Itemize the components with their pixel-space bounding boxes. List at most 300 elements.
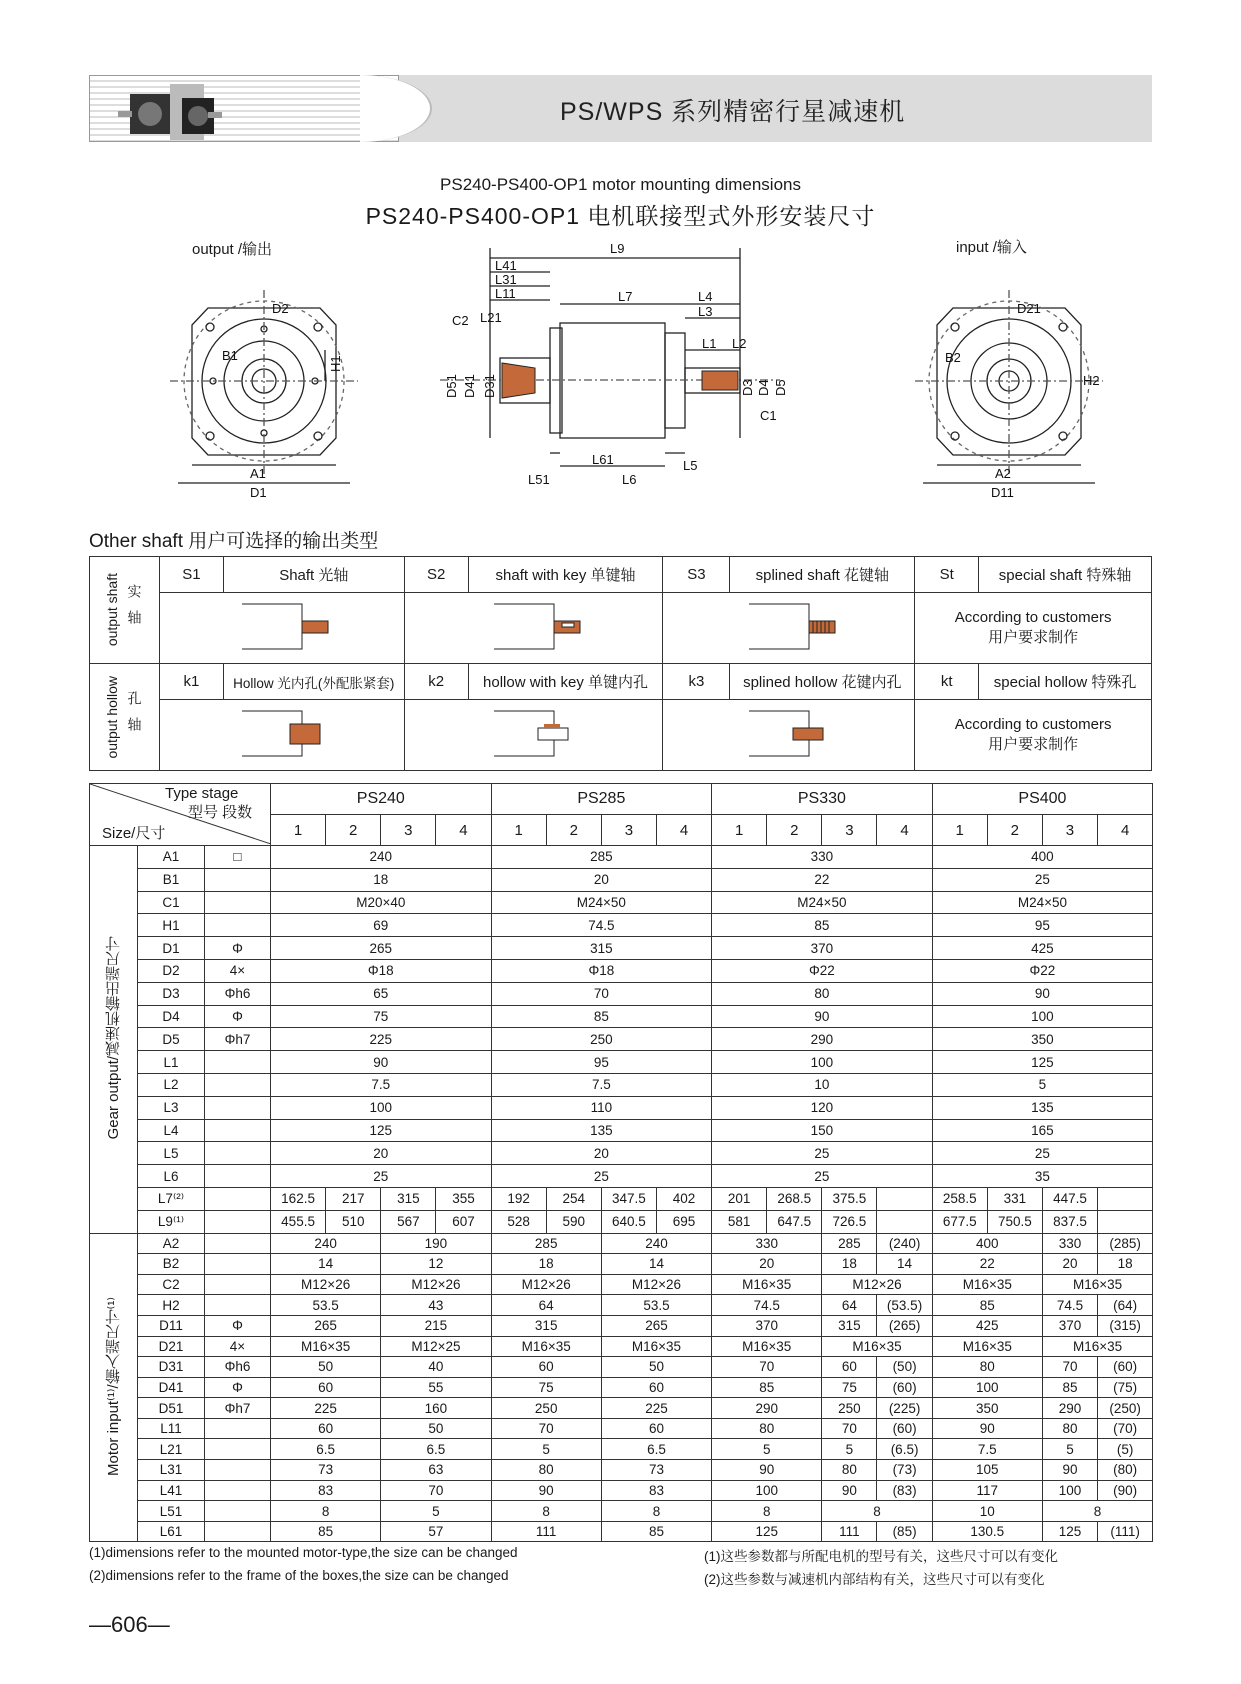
value-cell: (285) xyxy=(1098,1233,1153,1254)
value-cell: 69 xyxy=(271,914,492,937)
option-label: special shaft 特殊轴 xyxy=(979,557,1152,593)
stage-header: 2 xyxy=(767,815,822,846)
value-cell: M12×26 xyxy=(601,1274,711,1295)
dim-C1: C1 xyxy=(760,408,777,423)
dim-D4: D4 xyxy=(756,379,771,396)
value-cell: 111 xyxy=(491,1521,601,1542)
value-cell: 400 xyxy=(932,846,1153,869)
dim-B2: B2 xyxy=(945,350,961,365)
value-cell: 215 xyxy=(381,1315,491,1336)
dim-D3: D3 xyxy=(740,379,755,396)
value-cell: 192 xyxy=(491,1187,546,1210)
param-symbol xyxy=(205,1418,271,1439)
model-header: PS285 xyxy=(491,784,712,815)
input-label: input /输入 xyxy=(956,239,1027,256)
output_rows-row xyxy=(90,1028,1153,1051)
output_rows-row xyxy=(90,1073,1153,1096)
model-header: PS400 xyxy=(932,784,1153,815)
value-cell: 25 xyxy=(712,1165,933,1188)
motor_rows-row xyxy=(90,1439,1153,1460)
param-symbol xyxy=(205,1187,271,1210)
output_rows-row xyxy=(90,982,1153,1005)
value-cell: M16×35 xyxy=(932,1336,1042,1357)
param-name: D41 xyxy=(138,1377,205,1398)
param-name: C1 xyxy=(138,891,205,914)
param-symbol xyxy=(205,1233,271,1254)
dim-L1: L1 xyxy=(702,336,717,351)
dim-D11: D11 xyxy=(991,485,1014,500)
value-cell: 75 xyxy=(271,1005,492,1028)
option-label: splined shaft 花键轴 xyxy=(730,557,915,593)
value-cell: 65 xyxy=(271,982,492,1005)
param-name: A1 xyxy=(138,846,205,869)
value-cell xyxy=(877,1210,932,1233)
value-cell: 162.5 xyxy=(271,1187,326,1210)
dim-D5: D5 xyxy=(773,379,788,396)
value-cell: 581 xyxy=(712,1210,767,1233)
value-cell: 695 xyxy=(656,1210,711,1233)
product-photo xyxy=(89,75,399,142)
option-label: Hollow 光内孔(外配胀紧套) xyxy=(223,664,404,700)
custom-note-cn: 用户要求制作 xyxy=(988,736,1079,753)
value-cell: Φ22 xyxy=(932,959,1153,982)
option-code: kt xyxy=(915,664,979,700)
dim-L41: L41 xyxy=(495,258,517,273)
param-name: D31 xyxy=(138,1357,205,1378)
value-cell: 285 xyxy=(491,846,712,869)
value-cell: M12×26 xyxy=(271,1274,381,1295)
footnote-en-2: (2)dimensions refer to the frame of the boxes,the size can be changed xyxy=(89,1568,509,1583)
dim-C2: C2 xyxy=(452,313,469,328)
value-cell: 85 xyxy=(712,914,933,937)
value-cell: 726.5 xyxy=(822,1210,877,1233)
param-name: L3 xyxy=(138,1096,205,1119)
value-cell: Φ18 xyxy=(491,959,712,982)
value-cell: 85 xyxy=(601,1521,711,1542)
value-cell: M24×50 xyxy=(932,891,1153,914)
dim-A2: A2 xyxy=(995,466,1011,481)
value-cell: 750.5 xyxy=(987,1210,1042,1233)
shaft-drawing-s3 xyxy=(663,593,915,664)
param-name: D11 xyxy=(138,1315,205,1336)
value-cell: 125 xyxy=(932,1051,1153,1074)
dim-L4: L4 xyxy=(698,289,713,304)
value-cell: 5 xyxy=(491,1439,601,1460)
footnote-cn-2: (2)这些参数与减速机内部结构有关，这些尺寸可以有变化 xyxy=(704,1572,1045,1587)
output-flange-diagram xyxy=(170,290,370,510)
value-cell xyxy=(1098,1210,1153,1233)
value-cell: M16×35 xyxy=(822,1336,932,1357)
value-cell: 285 xyxy=(491,1233,601,1254)
value-cell: 60 xyxy=(491,1357,601,1378)
param-symbol xyxy=(205,1501,271,1522)
option-code: k1 xyxy=(159,664,223,700)
value-cell: 370 xyxy=(712,1315,822,1336)
value-cell: 400 xyxy=(932,1233,1042,1254)
value-cell: 5 xyxy=(932,1073,1153,1096)
value-cell: 330 xyxy=(712,1233,822,1254)
param-symbol: □ xyxy=(205,846,271,869)
dim-L51: L51 xyxy=(528,472,550,487)
option-label: Shaft 光轴 xyxy=(223,557,404,593)
value-cell: 8 xyxy=(601,1501,711,1522)
option-label: special hollow 特殊孔 xyxy=(979,664,1152,700)
value-cell: 402 xyxy=(656,1187,711,1210)
value-cell: 254 xyxy=(546,1187,601,1210)
side-label-en: output hollow xyxy=(104,675,121,759)
option-code: S1 xyxy=(159,557,223,593)
value-cell: M16×35 xyxy=(1042,1336,1152,1357)
value-cell: (70) xyxy=(1098,1418,1153,1439)
value-cell: 7.5 xyxy=(271,1073,492,1096)
gear-output-group-text: Gear output/减速机输出端尺寸 xyxy=(105,936,122,1140)
value-cell: 14 xyxy=(271,1254,381,1275)
dim-L61: L61 xyxy=(592,452,614,467)
value-cell: 60 xyxy=(601,1418,711,1439)
value-cell: 5 xyxy=(712,1439,822,1460)
value-cell: 225 xyxy=(271,1398,381,1419)
value-cell: 265 xyxy=(271,937,492,960)
value-cell: (111) xyxy=(1098,1521,1153,1542)
param-name: C2 xyxy=(138,1274,205,1295)
value-cell: 74.5 xyxy=(712,1295,822,1316)
param-name: D5 xyxy=(138,1028,205,1051)
side-label-cn: 孔轴 xyxy=(126,690,143,743)
value-cell: Φ22 xyxy=(712,959,933,982)
custom-note-cn: 用户要求制作 xyxy=(988,629,1079,646)
value-cell: 240 xyxy=(271,1233,381,1254)
value-cell: 25 xyxy=(271,1165,492,1188)
option-code: k3 xyxy=(663,664,730,700)
param-symbol: Φ xyxy=(205,1315,271,1336)
value-cell: 100 xyxy=(1042,1480,1097,1501)
value-cell: 90 xyxy=(822,1480,877,1501)
motor-input-group-label xyxy=(90,1233,138,1542)
value-cell: 95 xyxy=(491,1051,712,1074)
value-cell: 135 xyxy=(491,1119,712,1142)
param-name: H1 xyxy=(138,914,205,937)
value-cell: 8 xyxy=(271,1501,381,1522)
value-cell: (90) xyxy=(1098,1480,1153,1501)
value-cell: 50 xyxy=(381,1418,491,1439)
param-name: L4 xyxy=(138,1119,205,1142)
param-symbol xyxy=(205,1460,271,1481)
custom-note-en: According to customers xyxy=(954,609,1112,626)
stage-header: 4 xyxy=(877,815,932,846)
option-code: k2 xyxy=(404,664,468,700)
param-name: D2 xyxy=(138,959,205,982)
motor_rows-row xyxy=(90,1336,1153,1357)
custom-note xyxy=(915,700,1152,771)
value-cell: 55 xyxy=(381,1377,491,1398)
motor_rows-row xyxy=(90,1357,1153,1378)
shaft-drawing-s1 xyxy=(159,593,404,664)
title-cn: PS240-PS400-OP1 电机联接型式外形安装尺寸 xyxy=(365,203,876,229)
value-cell: 250 xyxy=(822,1398,877,1419)
motor_rows-row xyxy=(90,1480,1153,1501)
custom-note xyxy=(915,593,1152,664)
value-cell: (60) xyxy=(877,1418,932,1439)
dim-D21: D21 xyxy=(1017,301,1041,316)
option-label: shaft with key 单键轴 xyxy=(468,557,663,593)
param-name: D21 xyxy=(138,1336,205,1357)
value-cell: 290 xyxy=(712,1398,822,1419)
dim-A1: A1 xyxy=(250,466,266,481)
stage-header: 1 xyxy=(271,815,326,846)
dim-B1: B1 xyxy=(222,348,238,363)
value-cell: 100 xyxy=(932,1377,1042,1398)
param-name: L1 xyxy=(138,1051,205,1074)
param-symbol: Φ xyxy=(205,1377,271,1398)
output-label: output /输出 xyxy=(192,241,273,258)
param-symbol xyxy=(205,1295,271,1316)
option-code: S2 xyxy=(404,557,468,593)
value-cell: 375.5 xyxy=(822,1187,877,1210)
param-symbol xyxy=(205,891,271,914)
value-cell: M12×26 xyxy=(822,1274,932,1295)
value-cell: 70 xyxy=(491,982,712,1005)
output_rows-row xyxy=(90,1187,1153,1210)
value-cell: (5) xyxy=(1098,1439,1153,1460)
value-cell: 64 xyxy=(822,1295,877,1316)
value-cell: 10 xyxy=(932,1501,1042,1522)
value-cell: 83 xyxy=(271,1480,381,1501)
value-cell: 265 xyxy=(601,1315,711,1336)
value-cell: (85) xyxy=(877,1521,932,1542)
value-cell: (64) xyxy=(1098,1295,1153,1316)
value-cell: 100 xyxy=(932,1005,1153,1028)
option-code: S3 xyxy=(663,557,730,593)
param-symbol xyxy=(205,1274,271,1295)
dim-L11: L11 xyxy=(495,286,516,301)
dim-H2: H2 xyxy=(1083,373,1100,388)
param-symbol: Φ xyxy=(205,1005,271,1028)
motor_rows-row xyxy=(90,1233,1153,1254)
value-cell: 43 xyxy=(381,1295,491,1316)
value-cell: 425 xyxy=(932,1315,1042,1336)
value-cell: 8 xyxy=(491,1501,601,1522)
value-cell: 95 xyxy=(932,914,1153,937)
value-cell: 268.5 xyxy=(767,1187,822,1210)
value-cell: 125 xyxy=(271,1119,492,1142)
value-cell: 7.5 xyxy=(491,1073,712,1096)
param-symbol: 4× xyxy=(205,959,271,982)
dimensions-table xyxy=(89,783,1153,1542)
dim-L7: L7 xyxy=(618,289,633,304)
param-symbol: Φh6 xyxy=(205,1357,271,1378)
param-symbol: Φh6 xyxy=(205,982,271,1005)
output_rows-row xyxy=(90,914,1153,937)
param-symbol xyxy=(205,1051,271,1074)
value-cell: (80) xyxy=(1098,1460,1153,1481)
value-cell: 50 xyxy=(271,1357,381,1378)
motor_rows-row xyxy=(90,1315,1153,1336)
stage-header: 4 xyxy=(656,815,711,846)
value-cell: (315) xyxy=(1098,1315,1153,1336)
param-symbol xyxy=(205,1073,271,1096)
value-cell: 18 xyxy=(822,1254,877,1275)
dim-L3: L3 xyxy=(698,304,713,319)
value-cell: 100 xyxy=(271,1096,492,1119)
output_rows-row xyxy=(90,1096,1153,1119)
side-label-cn: 实轴 xyxy=(126,583,143,636)
value-cell: 190 xyxy=(381,1233,491,1254)
value-cell: M12×25 xyxy=(381,1336,491,1357)
param-name: B1 xyxy=(138,868,205,891)
value-cell: 25 xyxy=(932,1142,1153,1165)
value-cell: 447.5 xyxy=(1042,1187,1097,1210)
stage-header: 4 xyxy=(1098,815,1153,846)
value-cell: 5 xyxy=(1042,1439,1097,1460)
value-cell: 80 xyxy=(491,1460,601,1481)
value-cell: 63 xyxy=(381,1460,491,1481)
motor_rows-row xyxy=(90,1521,1153,1542)
param-symbol xyxy=(205,914,271,937)
value-cell: 225 xyxy=(271,1028,492,1051)
stage-header: 4 xyxy=(436,815,491,846)
dim-L9: L9 xyxy=(610,241,625,256)
value-cell: 18 xyxy=(1098,1254,1153,1275)
value-cell: 370 xyxy=(712,937,933,960)
value-cell: (50) xyxy=(877,1357,932,1378)
value-cell: 125 xyxy=(1042,1521,1097,1542)
output_rows-row xyxy=(90,1210,1153,1233)
value-cell: 111 xyxy=(822,1521,877,1542)
value-cell: M24×50 xyxy=(712,891,933,914)
shaft-drawing-s2 xyxy=(404,593,663,664)
value-cell: 73 xyxy=(271,1460,381,1481)
hollow-drawing-k3 xyxy=(663,700,915,771)
value-cell: M16×35 xyxy=(271,1336,381,1357)
value-cell: 510 xyxy=(326,1210,381,1233)
param-symbol xyxy=(205,1480,271,1501)
stage-header: 3 xyxy=(381,815,436,846)
value-cell: 64 xyxy=(491,1295,601,1316)
value-cell xyxy=(877,1187,932,1210)
param-symbol xyxy=(205,1439,271,1460)
title-en: PS240-PS400-OP1 motor mounting dimensions xyxy=(440,175,801,194)
dim-L2: L2 xyxy=(732,336,747,351)
custom-note-en: According to customers xyxy=(954,716,1112,733)
shaft-options-table xyxy=(89,556,1152,771)
value-cell: 57 xyxy=(381,1521,491,1542)
motor_rows-row xyxy=(90,1501,1153,1522)
motor_rows-row xyxy=(90,1460,1153,1481)
value-cell: 105 xyxy=(932,1460,1042,1481)
value-cell: 74.5 xyxy=(491,914,712,937)
stage-header: 1 xyxy=(712,815,767,846)
value-cell xyxy=(1098,1187,1153,1210)
value-cell: 70 xyxy=(381,1480,491,1501)
value-cell: 80 xyxy=(932,1357,1042,1378)
output_rows-row xyxy=(90,1051,1153,1074)
value-cell: 18 xyxy=(271,868,492,891)
value-cell: (250) xyxy=(1098,1398,1153,1419)
param-symbol xyxy=(205,1142,271,1165)
model-header: PS240 xyxy=(271,784,492,815)
motor_rows-row xyxy=(90,1254,1153,1275)
value-cell: 567 xyxy=(381,1210,436,1233)
value-cell: (73) xyxy=(877,1460,932,1481)
param-symbol: Φ xyxy=(205,937,271,960)
dim-D2: D2 xyxy=(272,301,289,316)
value-cell: 290 xyxy=(712,1028,933,1051)
value-cell: (83) xyxy=(877,1480,932,1501)
motor_rows-row xyxy=(90,1398,1153,1419)
param-symbol xyxy=(205,1210,271,1233)
value-cell: 60 xyxy=(601,1377,711,1398)
value-cell: 6.5 xyxy=(601,1439,711,1460)
hollow-side-label xyxy=(90,664,160,771)
stage-header: 3 xyxy=(822,815,877,846)
value-cell: 590 xyxy=(546,1210,601,1233)
value-cell: 355 xyxy=(436,1187,491,1210)
value-cell: 7.5 xyxy=(932,1439,1042,1460)
value-cell: 8 xyxy=(1042,1501,1152,1522)
motor-input-group-text: Motor input⁽¹⁾/输入端尺寸⁽¹⁾ xyxy=(105,1296,122,1476)
value-cell: 70 xyxy=(822,1418,877,1439)
param-symbol: Φh7 xyxy=(205,1398,271,1419)
value-cell: (60) xyxy=(877,1377,932,1398)
gear-output-group-label xyxy=(90,846,138,1234)
dim-L21: L21 xyxy=(480,310,502,325)
value-cell: 258.5 xyxy=(932,1187,987,1210)
value-cell: 75 xyxy=(822,1377,877,1398)
value-cell: 315 xyxy=(381,1187,436,1210)
option-code: St xyxy=(915,557,979,593)
value-cell: 315 xyxy=(491,937,712,960)
value-cell: 640.5 xyxy=(601,1210,656,1233)
param-symbol xyxy=(205,1119,271,1142)
output_rows-row xyxy=(90,959,1153,982)
shaft-side-label xyxy=(90,557,160,664)
dim-D51: D51 xyxy=(444,374,459,398)
value-cell: 240 xyxy=(601,1233,711,1254)
output_rows-row xyxy=(90,1165,1153,1188)
param-name: B2 xyxy=(138,1254,205,1275)
value-cell: 350 xyxy=(932,1028,1153,1051)
value-cell: 315 xyxy=(822,1315,877,1336)
param-name: L61 xyxy=(138,1521,205,1542)
value-cell: 250 xyxy=(491,1028,712,1051)
value-cell: 90 xyxy=(932,1418,1042,1439)
input-flange-diagram xyxy=(915,290,1115,510)
output_rows-row xyxy=(90,1119,1153,1142)
value-cell: M12×26 xyxy=(491,1274,601,1295)
param-name: L5 xyxy=(138,1142,205,1165)
value-cell: 35 xyxy=(932,1165,1153,1188)
value-cell: 330 xyxy=(1042,1233,1097,1254)
value-cell: (6.5) xyxy=(877,1439,932,1460)
value-cell: 647.5 xyxy=(767,1210,822,1233)
value-cell: 80 xyxy=(822,1460,877,1481)
value-cell: 70 xyxy=(712,1357,822,1378)
value-cell: 120 xyxy=(712,1096,933,1119)
value-cell: 5 xyxy=(381,1501,491,1522)
param-name: L2 xyxy=(138,1073,205,1096)
value-cell: M16×35 xyxy=(932,1274,1042,1295)
gearbox-image-icon xyxy=(90,76,399,142)
param-name: L41 xyxy=(138,1480,205,1501)
value-cell: 75 xyxy=(491,1377,601,1398)
other-shaft-heading: Other shaft 用户可选择的输出类型 xyxy=(89,531,379,552)
value-cell: 837.5 xyxy=(1042,1210,1097,1233)
value-cell: 677.5 xyxy=(932,1210,987,1233)
value-cell: 90 xyxy=(932,982,1153,1005)
param-name: L31 xyxy=(138,1460,205,1481)
output_rows-row xyxy=(90,891,1153,914)
value-cell: 74.5 xyxy=(1042,1295,1097,1316)
